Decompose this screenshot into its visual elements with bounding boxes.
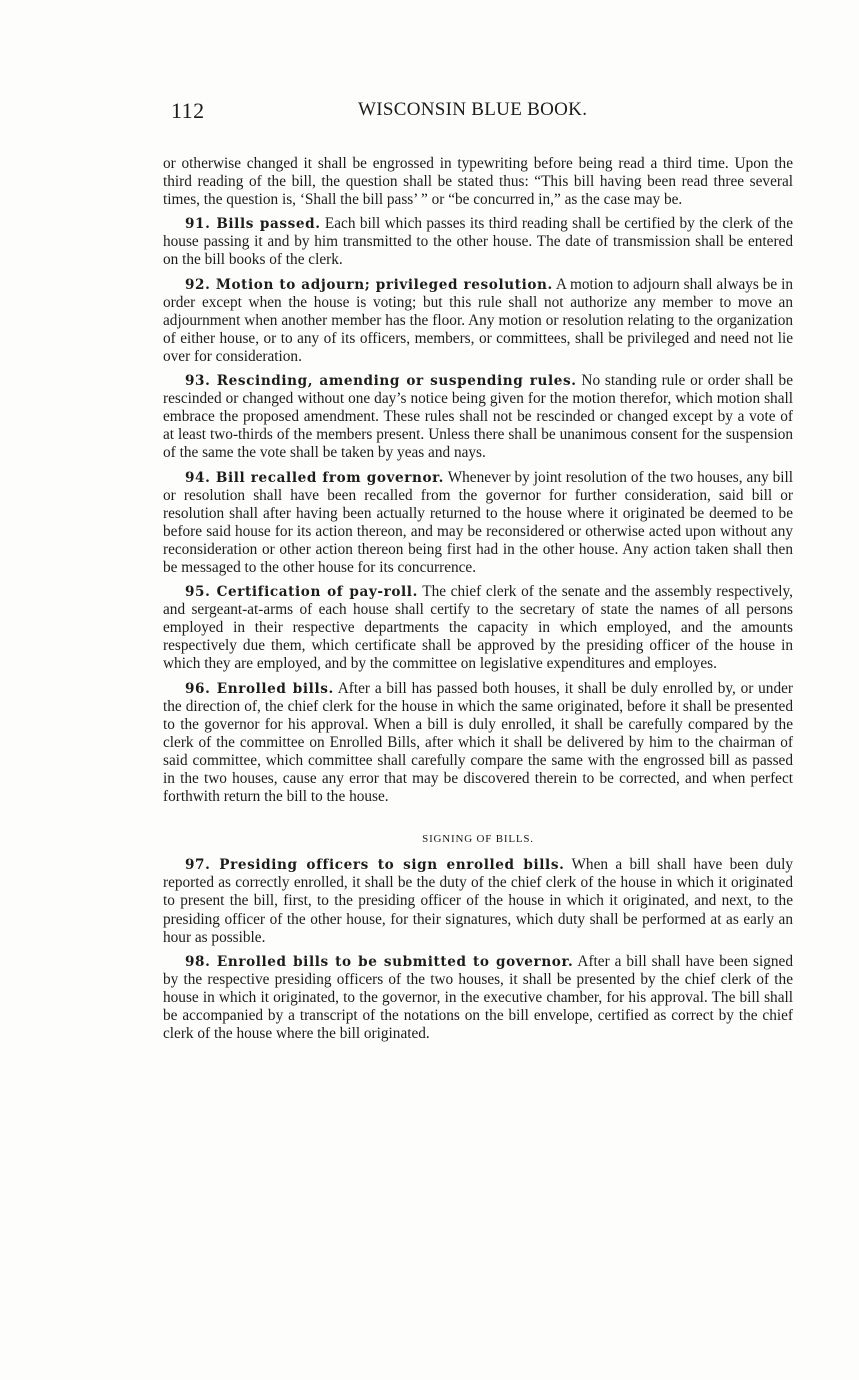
rule-heading: 98. Enrolled bills to be submitted to governor. [185,953,574,970]
rule-text: When a bill shall have been duly reported as correctly enrolled, it shall be the duty of the chief clerk of the house in which it originated to present the bill, first, to the presiding officer of the house in which it originated, and next, to the presiding officer of the other house, for their signatures, which duty shall be performed at as early an hour as possible. [163,856,793,946]
rule-heading: 94. Bill recalled from governor. [185,469,444,486]
rule-heading: 91. Bills passed. [185,216,321,233]
rule-94 [163,469,793,578]
continued-paragraph: or otherwise changed it shall be engrossed in typewriting before being read a third time. Upon the third reading of the bill, the question shall be stated thus: “This bill having been read three several times, the question is, ‘Shall the bill pass’ ” or “be concurred in,” as the case may be. [163,155,793,209]
page-number: 112 [171,98,205,123]
rule-heading: 97. Presiding officers to sign enrolled bills. [185,857,565,874]
section-heading: SIGNING OF BILLS. [422,833,534,846]
rule-text: After a bill shall have been signed by the respective presiding officers of the two houses, it shall be presented by the chief clerk of the house in which it originated, to the governor, in the executive chamber, for his approval. The bill shall be accompanied by a transcript of the notations on the bill envelope, certified as correct by the chief clerk of the house where the bill originated. [163,952,793,1043]
rule-97 [163,856,793,946]
rule-95 [163,583,793,673]
body-text [163,155,793,1049]
rule-91 [163,215,793,269]
rule-heading: 96. Enrolled bills. [185,680,334,697]
rule-heading: 93. Rescinding, amending or suspending rules. [185,373,577,390]
rule-92 [163,276,793,366]
rule-text: After a bill has passed both houses, it shall be duly enrolled by, or under the direction of, the chief clerk for the house in which the same originated, before it shall be presented to the governor for his approval. When a bill is duly enrolled, it shall be carefully compared by the clerk of the committee on Enrolled Bills, after which it shall be delivered by him to the chairman of said committee, which committee shall carefully compare the same with the engrossed bill as passed in the two houses, cause any error that may be discovered therein to be corrected, and when perfect forthwith return the bill to the house. [163,679,793,806]
rule-text: The chief clerk of the senate and the assembly respectively, and sergeant-at-arms of each house shall certify to the secretary of state the names of all persons employed in their respective departments the capacity in which employed, and the amounts respectively due them, which certificate shall be approved by the presiding officer of the house in which they are employed, and by the committee on legislative expenditures and employes. [163,583,793,673]
running-title: WISCONSIN BLUE BOOK. [358,99,588,120]
rule-heading: 92. Motion to adjourn; privileged resolution. [185,276,553,293]
rule-text: No standing rule or order shall be rescinded or changed without one day’s notice being given for the motion therefor, which motion shall embrace the proposed amendment. These rules shall not be rescinded or changed except by a vote of at least two-thirds of the members present. Unless there shall be unanimous consent for the suspension of the same the vote shall be taken by yeas and nays. [163,372,793,462]
rule-text: A motion to adjourn shall always be in order except when the house is voting; but this rule shall not authorize any member to move an adjournment when another member has the floor. Any motion or resolution relating to the organization of either house, or to any of its officers, members, or committees, shall be privileged and need not lie over for consideration. [163,275,794,365]
rule-text: Whenever by joint resolution of the two houses, any bill or resolution shall have been recalled from the governor for further consideration, said bill or resolution shall after having been actually returned to the house where it originated be deemed to be before said house for its action thereon, and may be reconsidered or otherwise acted upon without any reconsideration or other action thereon being first had in the other house. Any action taken shall then be messaged to the other house for its concurrence. [163,468,793,576]
rule-93 [163,372,793,462]
running-head [163,98,793,124]
rule-96 [163,680,793,807]
rule-98 [163,953,793,1043]
rule-heading: 95. Certification of pay-roll. [185,584,418,601]
rule-text: Each bill which passes its third reading shall be certified by the clerk of the house passing it and by him transmitted to the other house. The date of transmission shall be entered on the bill books of the clerk. [163,215,793,269]
